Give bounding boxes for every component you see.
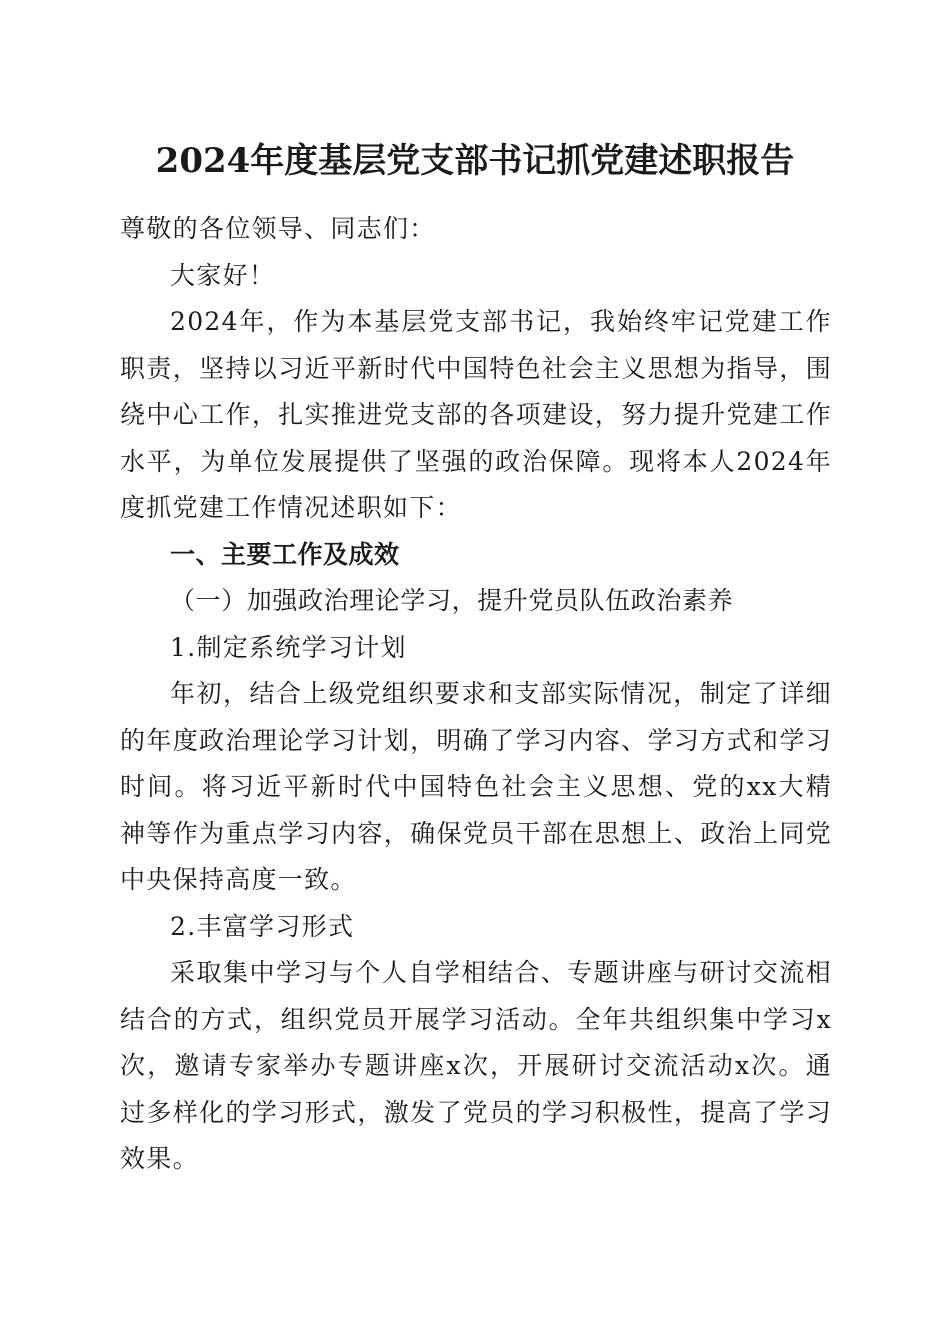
item-paragraph-2: 采取集中学习与个人自学相结合、专题讲座与研讨交流相结合的方式，组织党员开展学习活动。全年共组织集中学习x次，邀请专家举办专题讲座x次，开展研讨交流活动x次。通过多样化的学习形式，激发了党员的学习积极性，提高了学习效果。 xyxy=(120,958,832,1173)
item-heading-2: 2.丰富学习形式 xyxy=(170,911,355,941)
intro-paragraph: 2024年，作为本基层党支部书记，我始终牢记党建工作职责，坚持以习近平新时代中国特色社会主义思想为指导，围绕中心工作，扎实推进党支部的各项建设，努力提升党建工作水平，为单位发展提供了坚强的政治保障。现将本人2024年度抓党建工作情况述职如下： xyxy=(120,307,832,522)
section-heading-1: 一、主要工作及成效 xyxy=(170,539,400,569)
document-title: 2024年度基层党支部书记抓党建述职报告 xyxy=(155,141,795,181)
subsection-heading-1: （一）加强政治理论学习，提升党员队伍政治素养 xyxy=(170,586,734,615)
item-paragraph-1: 年初，结合上级党组织要求和支部实际情况，制定了详细的年度政治理论学习计划，明确了学习内容、学习方式和学习时间。将习近平新时代中国特色社会主义思想、党的xx大精神等作为重点学习内容，确保党员干部在思想上、政治上同党中央保持高度一致。 xyxy=(120,679,832,894)
greeting: 大家好！ xyxy=(170,260,276,290)
document-body xyxy=(120,206,832,1183)
salutation: 尊敬的各位领导、同志们： xyxy=(120,214,436,243)
item-heading-1: 1.制定系统学习计划 xyxy=(170,632,407,662)
